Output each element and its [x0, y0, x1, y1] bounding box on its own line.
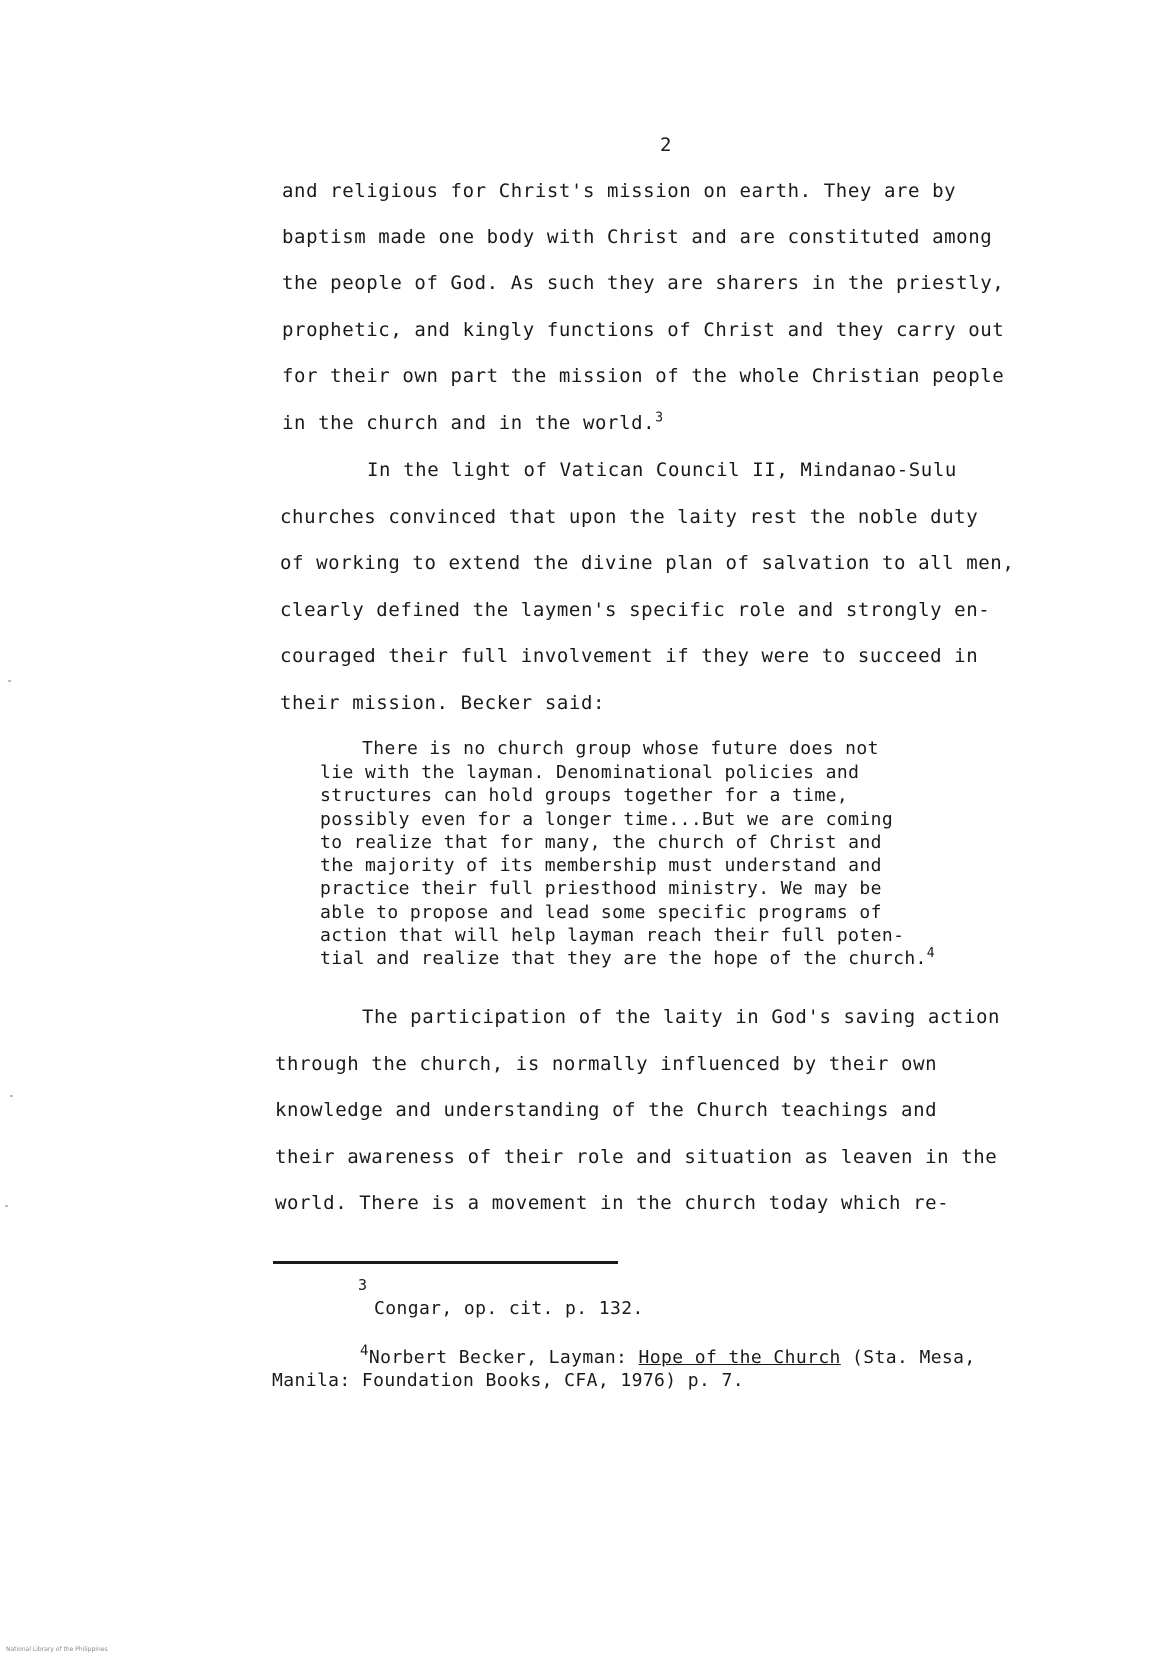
text-line: the people of God. As such they are sharers in the priestly,: [282, 272, 1005, 294]
quote-line: There is no church group whose future does not: [362, 738, 879, 759]
page-number: 2: [660, 134, 672, 156]
footnote-divider: [273, 1261, 618, 1264]
footnote-ref-4: 4: [926, 946, 936, 961]
text-line: their mission. Becker said:: [280, 692, 606, 714]
scan-speck: [10, 1095, 13, 1097]
scan-speck: [8, 680, 11, 682]
footnote-4: $^4$Norbert Becker, Layman: Hope of the Church (Sta. Mesa,: [360, 1343, 976, 1368]
text-line: couraged their full involvement if they were to succeed in: [280, 645, 979, 667]
text-line: for their own part the mission of the whole Christian people: [282, 365, 1005, 387]
text-line: and religious for Christ's mission on earth. They are by: [282, 180, 957, 202]
text-line: prophetic, and kingly functions of Christ and they carry out: [282, 319, 1005, 341]
quote-line: lie with the layman. Denominational policies and: [320, 762, 860, 783]
text-line: The participation of the laity in God's saving action: [362, 1006, 1001, 1028]
footnote-4-number: 4: [360, 1343, 369, 1359]
text-line: their awareness of their role and situation as leaven in the: [275, 1146, 998, 1168]
scan-footer: National Library of the Philippines: [6, 1646, 108, 1653]
quote-line: to realize that for many, the church of Christ and: [320, 832, 882, 853]
text-line: In the light of Vatican Council II, Mindanao-Sulu: [367, 459, 957, 481]
text-line: of working to extend the divine plan of salvation to all men,: [280, 552, 1015, 574]
quote-line: able to propose and lead some specific programs of: [320, 902, 882, 923]
book-title: Hope of the Church: [638, 1347, 841, 1368]
scan-speck: [5, 1205, 8, 1207]
quote-line: possibly even for a longer time...But we are coming: [320, 809, 894, 830]
text-line: knowledge and understanding of the Church teachings and: [275, 1099, 938, 1121]
text-line: baptism made one body with Christ and are constituted among: [282, 226, 993, 248]
quote-line: action that will help layman reach their full poten-: [320, 925, 905, 946]
text-line: in the church and in the world.$^3$: [282, 410, 664, 434]
footnote-ref-3: 3: [655, 410, 664, 426]
text-line: world. There is a movement in the church today which re-: [275, 1192, 950, 1214]
text-line: churches convinced that upon the laity rest the noble duty: [280, 506, 979, 528]
quote-line: practice their full priesthood ministry. We may be: [320, 878, 882, 899]
quote-line: structures can hold groups together for a time,: [320, 785, 849, 806]
quote-line: the majority of its membership must understand and: [320, 855, 882, 876]
text-line: clearly defined the laymen's specific role and strongly en-: [280, 599, 991, 621]
quote-line: tial and realize that they are the hope of the church.$^4$: [320, 946, 936, 969]
footnote-3-number: 3: [358, 1276, 368, 1294]
footnote-3-text: Congar, op. cit. p. 132.: [374, 1298, 644, 1319]
footnote-4-line2: Manila: Foundation Books, CFA, 1976) p. 7.: [272, 1370, 744, 1391]
text-line: through the church, is normally influenced by their own: [275, 1053, 938, 1075]
